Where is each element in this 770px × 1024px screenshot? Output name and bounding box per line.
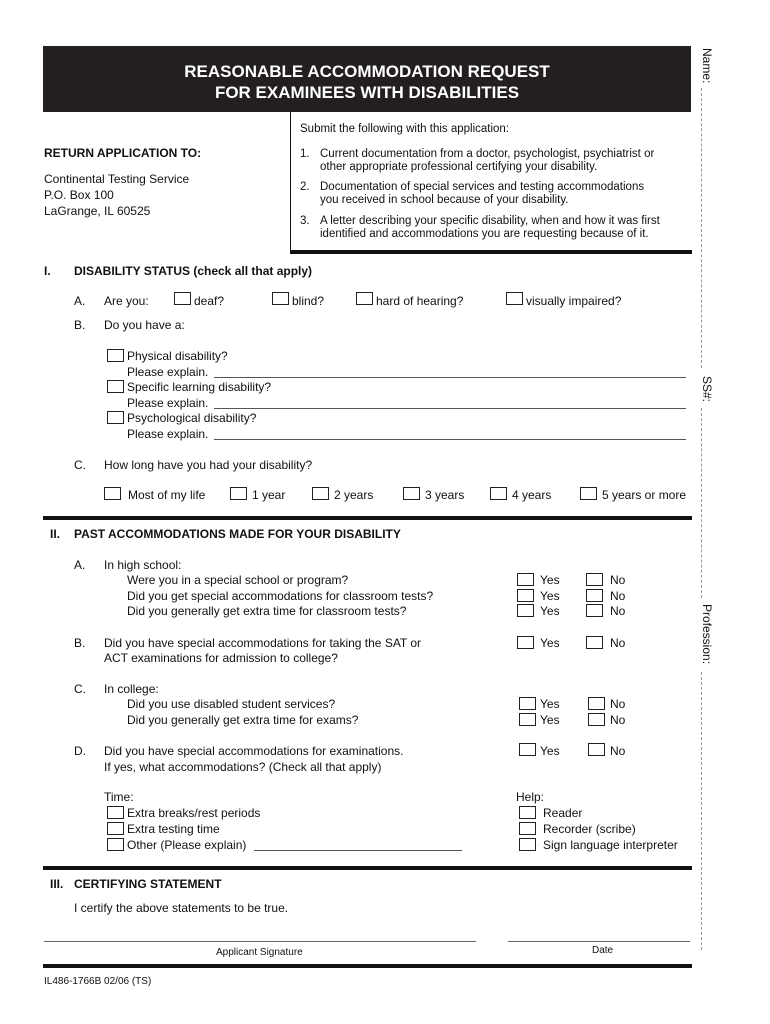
recorder-checkbox[interactable] [519,822,536,835]
college-time-yes-checkbox[interactable] [519,713,536,726]
submit-item2-num: 2. [300,181,310,193]
four-years-checkbox[interactable] [490,487,507,500]
margin-ss-line [701,408,702,598]
extra-breaks-label: Extra breaks/rest periods [127,806,261,820]
section2-title: PAST ACCOMMODATIONS MADE FOR YOUR DISABILITY [74,527,401,541]
extra-time-checkbox[interactable] [107,822,124,835]
s1-a-question: Are you: [104,294,149,308]
no-label: No [610,697,626,711]
return-line3: LaGrange, IL 60525 [44,204,151,218]
margin-profession-label: Profession: [700,604,714,665]
classroom-time-no-checkbox[interactable] [586,604,603,617]
section2-number: II. [50,527,61,541]
s1-c-letter: C. [74,458,86,472]
time-label: Time: [104,790,134,804]
s2-d-letter: D. [74,744,86,758]
sat-act-no-checkbox[interactable] [586,636,603,649]
s2-a-q1: Were you in a special school or program? [127,573,349,587]
no-label: No [610,636,626,650]
hard-of-hearing-label: hard of hearing? [376,294,464,308]
other-explain-line[interactable] [254,850,462,851]
no-label: No [610,713,626,727]
exam-accom-no-checkbox[interactable] [588,743,605,756]
s2-b-q2: ACT examinations for admission to college? [104,651,338,665]
yes-label: Yes [540,573,560,587]
certify-statement: I certify the above statements to be true. [74,901,289,915]
form-title-line1: REASONABLE ACCOMMODATION REQUEST [184,62,550,81]
special-school-yes-checkbox[interactable] [517,573,534,586]
extra-breaks-checkbox[interactable] [107,806,124,819]
submit-item2-b: you received in school because of your disability. [320,194,569,206]
learning-explain-line[interactable] [214,408,686,409]
blind-label: blind? [292,294,325,308]
s1-b-question: Do you have a: [104,318,185,332]
date-label: Date [592,945,614,956]
submit-item3-b: identified and accommodations you are requesting because of it. [320,228,649,240]
deaf-label: deaf? [194,294,225,308]
s2-a-q3: Did you generally get extra time for classroom tests? [127,604,407,618]
s2-a-intro: In high school: [104,558,182,572]
five-years-checkbox[interactable] [580,487,597,500]
submit-item1-num: 1. [300,148,310,160]
s2-d-q1: Did you have special accommodations for examinations. [104,744,404,758]
help-label: Help: [516,790,545,804]
date-line[interactable] [508,941,690,942]
extra-time-label: Extra testing time [127,822,220,836]
no-label: No [610,573,626,587]
yes-label: Yes [540,744,560,758]
signature-line[interactable] [44,941,476,942]
s2-d-q2: If yes, what accommodations? (Check all that apply) [104,760,382,774]
submit-item2-a: Documentation of special services and testing accommodations [320,181,645,193]
s2-c-intro: In college: [104,682,159,696]
margin-profession-line [701,672,702,950]
visually-impaired-checkbox[interactable] [506,292,523,305]
exam-accom-yes-checkbox[interactable] [519,743,536,756]
sign-language-label: Sign language interpreter [543,838,678,852]
s2-a-q2: Did you get special accommodations for classroom tests? [127,589,434,603]
disabled-services-yes-checkbox[interactable] [519,697,536,710]
section1-number: I. [44,264,51,278]
blind-checkbox[interactable] [272,292,289,305]
classroom-accom-no-checkbox[interactable] [586,589,603,602]
physical-explain-label: Please explain. [127,365,209,379]
yes-label: Yes [540,604,560,618]
reader-label: Reader [543,806,583,820]
sign-language-checkbox[interactable] [519,838,536,851]
s2-a-letter: A. [74,558,86,572]
learning-disability-label: Specific learning disability? [127,380,272,394]
sat-act-yes-checkbox[interactable] [517,636,534,649]
s2-b-letter: B. [74,636,86,650]
four-years-label: 4 years [512,488,552,502]
yes-label: Yes [540,697,560,711]
section2-rule [43,516,692,520]
s2-c-letter: C. [74,682,86,696]
physical-disability-checkbox[interactable] [107,349,124,362]
info-divider [290,112,291,250]
two-years-checkbox[interactable] [312,487,329,500]
psychological-explain-line[interactable] [214,439,686,440]
yes-label: Yes [540,589,560,603]
psychological-disability-label: Psychological disability? [127,411,257,425]
section3-rule [43,866,692,870]
one-year-label: 1 year [252,488,286,502]
reader-checkbox[interactable] [519,806,536,819]
s1-b-letter: B. [74,318,86,332]
yes-label: Yes [540,636,560,650]
section3-number: III. [50,877,64,891]
psychological-disability-checkbox[interactable] [107,411,124,424]
no-label: No [610,589,626,603]
yes-label: Yes [540,713,560,727]
section1-rule [290,250,692,254]
three-years-label: 3 years [425,488,465,502]
submit-item1-b: other appropriate professional certifying your disability. [320,161,598,173]
five-years-label: 5 years or more [602,488,687,502]
classroom-accom-yes-checkbox[interactable] [517,589,534,602]
submit-item3-a: A letter describing your specific disability, when and how it was first [320,215,660,227]
margin-name-line [701,88,702,368]
s1-a-letter: A. [74,294,86,308]
s2-c-q1: Did you use disabled student services? [127,697,336,711]
footer-rule [43,964,692,968]
s2-c-q2: Did you generally get extra time for exams? [127,713,359,727]
submit-item3-num: 3. [300,215,310,227]
physical-disability-label: Physical disability? [127,349,228,363]
return-heading: RETURN APPLICATION TO: [44,146,202,160]
recorder-label: Recorder (scribe) [543,822,636,836]
learning-disability-checkbox[interactable] [107,380,124,393]
learning-explain-label: Please explain. [127,396,209,410]
hard-of-hearing-checkbox[interactable] [356,292,373,305]
special-school-no-checkbox[interactable] [586,573,603,586]
physical-explain-line[interactable] [214,377,686,378]
s2-b-q1: Did you have special accommodations for taking the SAT or [104,636,422,650]
most-of-life-label: Most of my life [128,488,206,502]
three-years-checkbox[interactable] [403,487,420,500]
return-line2: P.O. Box 100 [44,188,114,202]
deaf-checkbox[interactable] [174,292,191,305]
form-title-banner [43,46,691,112]
one-year-checkbox[interactable] [230,487,247,500]
signature-label: Applicant Signature [216,947,303,958]
other-time-checkbox[interactable] [107,838,124,851]
no-label: No [610,604,626,618]
form-code: IL486-1766B 02/06 (TS) [44,976,152,987]
classroom-time-yes-checkbox[interactable] [517,604,534,617]
two-years-label: 2 years [334,488,374,502]
s1-c-question: How long have you had your disability? [104,458,313,472]
psychological-explain-label: Please explain. [127,427,209,441]
section3-title: CERTIFYING STATEMENT [74,877,222,891]
no-label: No [610,744,626,758]
disabled-services-no-checkbox[interactable] [588,697,605,710]
form-title-line2: FOR EXAMINEES WITH DISABILITIES [214,83,520,102]
submit-intro: Submit the following with this application: [300,123,510,135]
margin-ss-label: SS#: [700,376,714,403]
most-of-life-checkbox[interactable] [104,487,121,500]
return-line1: Continental Testing Service [44,172,190,186]
margin-name-label: Name: [700,48,714,84]
section1-title: DISABILITY STATUS (check all that apply) [74,264,313,278]
college-time-no-checkbox[interactable] [588,713,605,726]
visually-impaired-label: visually impaired? [526,294,622,308]
submit-item1-a: Current documentation from a doctor, psychologist, psychiatrist or [320,148,655,160]
other-time-label: Other (Please explain) [127,838,247,852]
